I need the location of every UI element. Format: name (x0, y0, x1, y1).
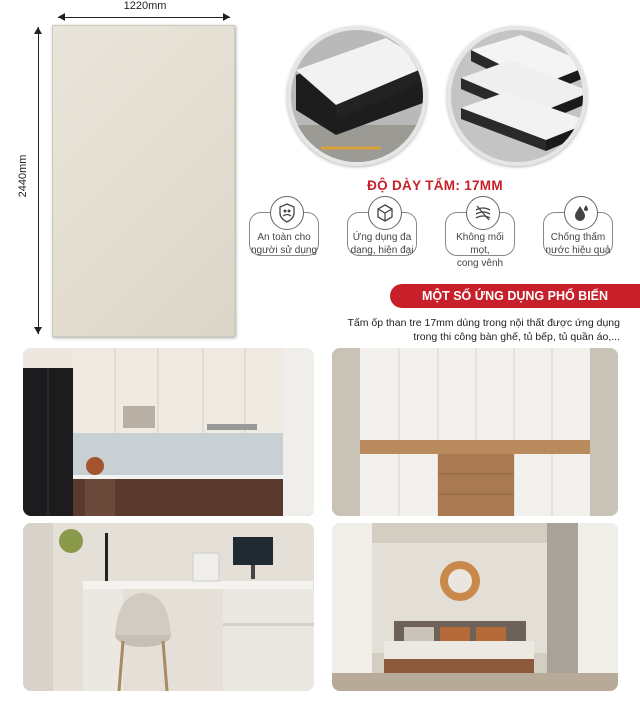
board-panel-image (52, 25, 235, 337)
bedroom-photo (332, 523, 618, 691)
shield-family-icon (270, 196, 304, 230)
width-label: 1220mm (100, 0, 190, 12)
cube-icon (368, 196, 402, 230)
height-dimension-arrow (33, 27, 45, 334)
applications-description: Tấm ốp than tre 17mm dùng trong nội thất được ứng dụng trong thi công bàn ghế, tủ bếp, tủ quần áo,... (347, 317, 620, 343)
applications-banner: MỘT SỐ ỨNG DỤNG PHỔ BIẾN (390, 284, 640, 308)
stacked-boards-closeup-image (447, 26, 587, 166)
water-drop-icon (564, 196, 598, 230)
kitchen-photo (23, 348, 314, 516)
anti-warp-icon (466, 196, 500, 230)
board-edge-closeup-image (287, 26, 427, 166)
height-label: 2440mm (17, 154, 29, 198)
thickness-title: ĐỘ DÀY TẤM: 17MM (367, 178, 503, 193)
desk-photo (23, 523, 314, 691)
wardrobe-photo (332, 348, 618, 516)
